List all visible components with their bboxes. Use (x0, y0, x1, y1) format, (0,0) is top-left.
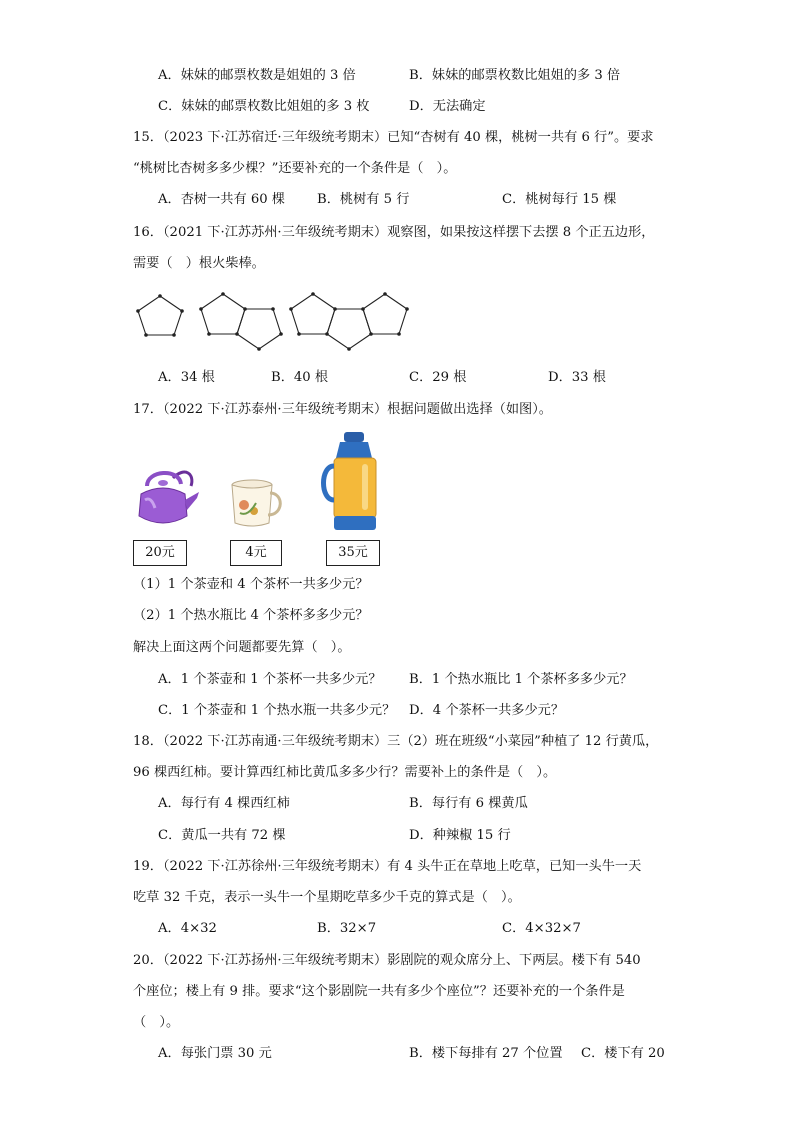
q17-sub-question-2: （2）1 个热水瓶比 4 个茶杯多多少元？ (133, 608, 369, 623)
q15-stem-line2: “桃树比杏树多多少棵？”还要补充的一个条件是（ ）。 (133, 161, 457, 176)
thermos-price-box: 35元 (326, 540, 380, 566)
pentagon-3b (327, 309, 371, 349)
q19-stem-line1: 19．（2022 下·江苏徐州·三年级统考期末）有 4 头牛正在草地上吃草，已知一头牛一天 (133, 859, 642, 874)
q16-stem-line1: 16．（2021 下·江苏苏州·三年级统考期末）观察图，如果按这样摆下去摆 8 个正五边形， (133, 225, 655, 240)
q16-option-a: A．34 根 (158, 370, 215, 385)
q19-option-b: B．32×7 (317, 921, 377, 936)
pentagon-2b (237, 309, 281, 349)
q15-stem-line1: 15．（2023 下·江苏宿迁·三年级统考期末）已知“杏树有 40 棵，桃树一共有 6 行”。要求 (133, 130, 654, 145)
q18-option-d: D．种辣椒 15 行 (409, 828, 511, 843)
q14-option-c: C．妹妹的邮票枚数比姐姐的多 3 枚 (158, 99, 370, 114)
q18-option-b: B．每行有 6 棵黄瓜 (409, 796, 528, 811)
teacup-price-box: 4元 (230, 540, 282, 566)
teapot-price-box: 20元 (133, 540, 187, 566)
q17-option-d: D．4 个茶杯一共多少元？ (409, 703, 565, 718)
pentagon-1 (138, 296, 182, 335)
q16-stem-line2: 需要（ ）根火柴棒。 (133, 256, 265, 271)
q15-option-c: C．桃树每行 15 棵 (502, 192, 617, 207)
thermos-image (318, 430, 388, 535)
q14-option-b: B．妹妹的邮票枚数比姐姐的多 3 倍 (409, 68, 621, 83)
q20-option-a: A．每张门票 30 元 (158, 1046, 272, 1061)
teapot-image (133, 464, 203, 534)
q17-option-b: B．1 个热水瓶比 1 个茶杯多多少元？ (409, 672, 633, 687)
q14-option-a: A．妹妹的邮票枚数是姐姐的 3 倍 (158, 68, 356, 83)
pentagon-2a (201, 294, 245, 334)
q20-stem-line3: （ ）。 (133, 1015, 180, 1030)
pentagon-3c (363, 294, 407, 334)
q17-prompt: 解决上面这两个问题都要先算（ ）。 (133, 640, 351, 655)
q20-option-c: C．楼下有 20 (581, 1046, 665, 1061)
q20-option-b: B．楼下每排有 27 个位置 (409, 1046, 563, 1061)
q15-option-b: B．桃树有 5 行 (317, 192, 410, 207)
q18-option-c: C．黄瓜一共有 72 棵 (158, 828, 286, 843)
q20-stem-line1: 20．（2022 下·江苏扬州·三年级统考期末）影剧院的观众席分上、下两层。楼下有 540 (133, 953, 641, 968)
q19-stem-line2: 吃草 32 千克，表示一头牛一个星期吃草多少千克的算式是（ ）。 (133, 890, 521, 905)
q17-stem: 17．（2022 下·江苏泰州·三年级统考期末）根据问题做出选择（如图）。 (133, 402, 552, 417)
q18-stem-line1: 18．（2022 下·江苏南通·三年级统考期末）三（2）班在班级“小菜园”种植了 12 行黄瓜， (133, 734, 659, 749)
q16-option-c: C．29 根 (409, 370, 467, 385)
teacup-image (226, 473, 286, 533)
q19-option-a: A．4×32 (158, 921, 217, 936)
q20-stem-line2: 个座位；楼上有 9 排。要求“这个影剧院一共有多少个座位”？还要补充的一个条件是 (133, 984, 625, 999)
q14-option-d: D．无法确定 (409, 99, 486, 114)
pentagon-3a (291, 294, 335, 334)
q17-option-a: A．1 个茶壶和 1 个茶杯一共多少元？ (158, 672, 382, 687)
q17-sub-question-1: （1）1 个茶壶和 4 个茶杯一共多少元？ (133, 577, 369, 592)
q18-option-a: A．每行有 4 棵西红柿 (158, 796, 290, 811)
q19-option-c: C．4×32×7 (502, 921, 581, 936)
q17-option-c: C．1 个茶壶和 1 个热水瓶一共多少元？ (158, 703, 396, 718)
q16-option-b: B．40 根 (271, 370, 329, 385)
q16-option-d: D．33 根 (548, 370, 606, 385)
q18-stem-line2: 96 棵西红柿。要计算西红柿比黄瓜多多少行？需要补上的条件是（ ）。 (133, 765, 557, 780)
q15-option-a: A．杏树一共有 60 棵 (158, 192, 285, 207)
